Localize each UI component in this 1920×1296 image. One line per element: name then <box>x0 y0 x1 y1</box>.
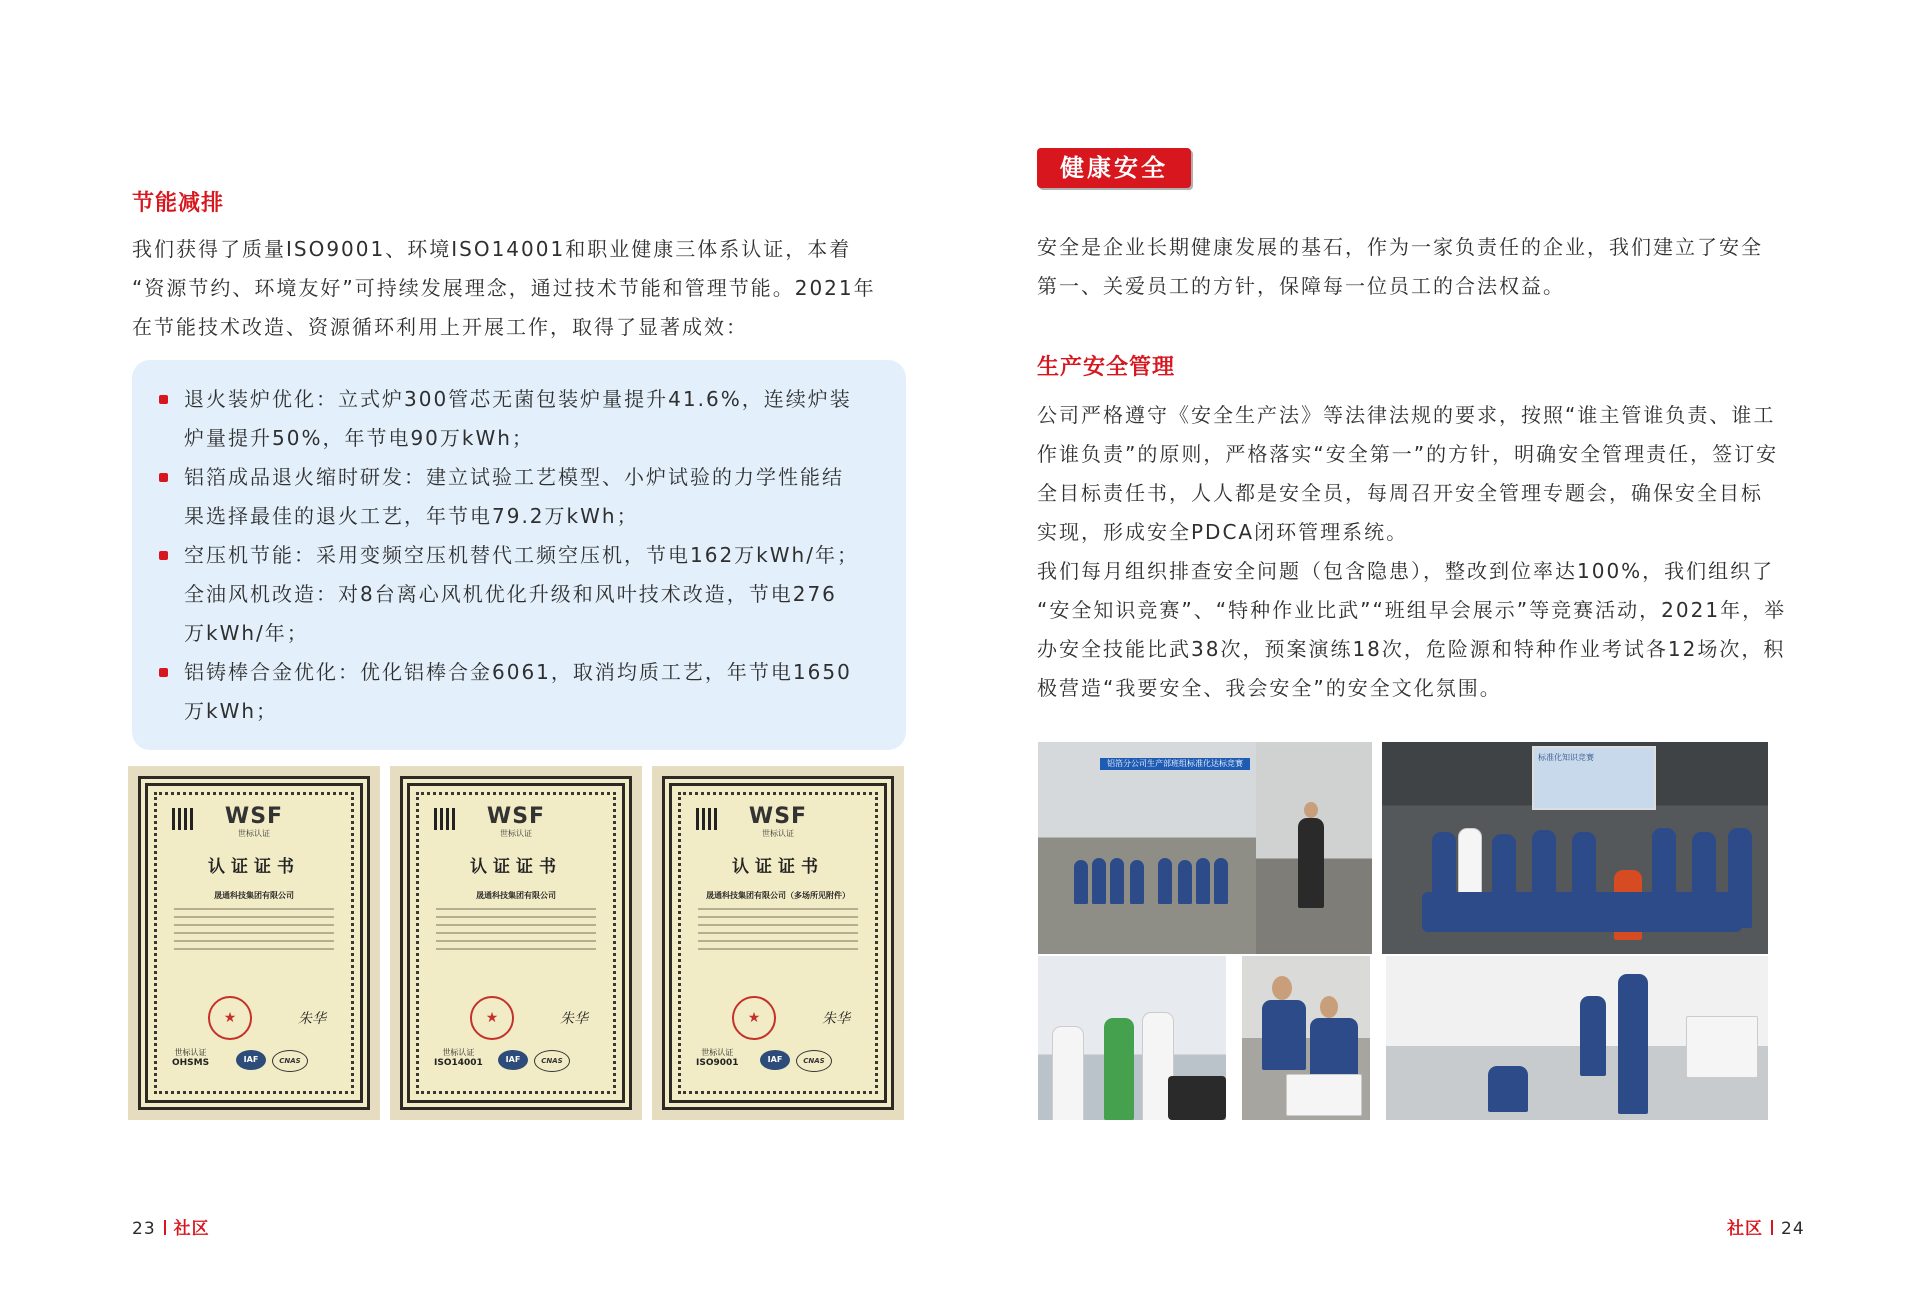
body-line: “安全知识竞赛”、“特种作业比武”“班组早会展示”等竞赛活动，2021年，举 <box>1037 598 1787 622</box>
intro-line: 第一、关爱员工的方针，保障每一位员工的合法权益。 <box>1037 274 1565 298</box>
body-line: 办安全技能比武38次，预案演练18次，危险源和特种作业考试各12场次，积 <box>1037 637 1786 661</box>
page-number: 23 <box>132 1219 156 1239</box>
projection-screen: 标准化知识竞赛 <box>1532 746 1656 810</box>
cert-mark: 世标认证 ISO14001 <box>434 1048 483 1068</box>
cert-title: 认证证书 <box>732 857 824 877</box>
body-line: 公司严格遵守《安全生产法》等法律法规的要求，按照“谁主管谁负责、谁工 <box>1037 403 1776 427</box>
iaf-logo-icon: IAF <box>498 1050 528 1070</box>
cert-logo: WSF <box>486 804 546 829</box>
cert-mark: 世标认证 OHSMS <box>172 1048 210 1068</box>
photo-practice <box>1386 956 1768 1120</box>
seal-icon: ★ <box>470 996 514 1040</box>
iaf-logo-icon: IAF <box>236 1050 266 1070</box>
section-title-energy: 节能减排 <box>132 191 225 216</box>
page-number: 24 <box>1781 1219 1805 1239</box>
photo-exam <box>1242 956 1370 1120</box>
intro-line: “资源节约、环境友好”可持续发展理念，通过技术节能和管理节能。2021年 <box>132 276 876 300</box>
achievements-list <box>132 360 906 731</box>
signature: 朱华 <box>822 1011 850 1027</box>
certificate-iso9001: WSF 世标认证 认证证书 晟通科技集团有限公司（多场所见附件） ★ 朱华 世标认证 ISO9001 IAF CNAS <box>652 766 904 1120</box>
body-line: 全目标责任书，人人都是安全员，每周召开安全管理专题会，确保安全目标 <box>1037 481 1763 505</box>
footer-label: 社区 <box>1727 1219 1763 1239</box>
safety-body <box>1037 396 1810 708</box>
energy-intro <box>132 230 908 347</box>
intro-line: 安全是企业长期健康发展的基石，作为一家负责任的企业，我们建立了安全 <box>1037 235 1763 259</box>
certificate-ohsms: WSF 世标认证 认证证书 晟通科技集团有限公司 ★ 朱华 世标认证 OHSMS IAF CNAS <box>128 766 380 1120</box>
photo-group <box>1382 742 1768 954</box>
body-line: 实现，形成安全PDCA闭环管理系统。 <box>1037 520 1409 544</box>
list-item: 退火装炉优化：立式炉300管芯无菌包装炉量提升41.6%，连续炉装 炉量提升50%，年节电90万kWh； <box>184 380 880 458</box>
photo-banner: 铝箔分公司生产部班组标准化达标竞赛 <box>1100 758 1250 770</box>
page-footer-left <box>132 1214 210 1239</box>
cnas-logo-icon: CNAS <box>796 1050 832 1072</box>
seal-icon: ★ <box>732 996 776 1040</box>
body-line: 我们每月组织排查安全问题（包含隐患），整改到位率达100%，我们组织了 <box>1037 559 1775 583</box>
certificate-iso14001: WSF 世标认证 认证证书 晟通科技集团有限公司 ★ 朱华 世标认证 ISO14001 IAF CNAS <box>390 766 642 1120</box>
cert-company: 晟通科技集团有限公司 <box>214 891 294 900</box>
cert-title: 认证证书 <box>208 857 300 877</box>
list-item: 空压机节能：采用变频空压机替代工频空压机，节电162万kWh/年； 全油风机改造：对8台离心风机优化升级和风叶技术改造，节电276 万kWh/年； <box>184 536 880 653</box>
page-footer-right <box>1727 1214 1805 1239</box>
cert-title: 认证证书 <box>470 857 562 877</box>
cert-company: 晟通科技集团有限公司 <box>476 891 556 900</box>
list-item: 铝箔成品退火缩时研发：建立试验工艺模型、小炉试验的力学性能结 果选择最佳的退火工艺，年节电79.2万kWh； <box>184 458 880 536</box>
photo-team-lineup <box>1038 742 1256 954</box>
certificates-strip <box>128 766 906 1120</box>
safety-intro <box>1037 228 1810 306</box>
cnas-logo-icon: CNAS <box>534 1050 570 1072</box>
list-item: 铝铸棒合金优化：优化铝棒合金6061，取消均质工艺，年节电1650 万kWh； <box>184 653 880 731</box>
cert-logo: WSF <box>224 804 284 829</box>
signature: 朱华 <box>298 1011 326 1027</box>
cert-mark: 世标认证 ISO9001 <box>696 1048 739 1068</box>
photo-speaker <box>1256 742 1372 954</box>
body-line: 极营造“我要安全、我会安全”的安全文化氛围。 <box>1037 676 1502 700</box>
cert-company: 晟通科技集团有限公司（多场所见附件） <box>706 891 850 900</box>
section-badge: 健康安全 <box>1037 148 1191 188</box>
achievements-callout <box>132 360 906 750</box>
cnas-logo-icon: CNAS <box>272 1050 308 1072</box>
iaf-logo-icon: IAF <box>760 1050 790 1070</box>
intro-line: 在节能技术改造、资源循环利用上开展工作，取得了显著成效： <box>132 315 748 339</box>
photo-training <box>1038 956 1226 1120</box>
seal-icon: ★ <box>208 996 252 1040</box>
section-title-safety: 生产安全管理 <box>1037 355 1176 380</box>
cert-logo: WSF <box>748 804 808 829</box>
intro-line: 我们获得了质量ISO9001、环境ISO14001和职业健康三体系认证，本着 <box>132 237 852 261</box>
signature: 朱华 <box>560 1011 588 1027</box>
footer-label: 社区 <box>173 1219 210 1239</box>
body-line: 作谁负责”的原则，严格落实“安全第一”的方针，明确安全管理责任，签订安 <box>1037 442 1779 466</box>
right-page <box>960 0 1920 1296</box>
